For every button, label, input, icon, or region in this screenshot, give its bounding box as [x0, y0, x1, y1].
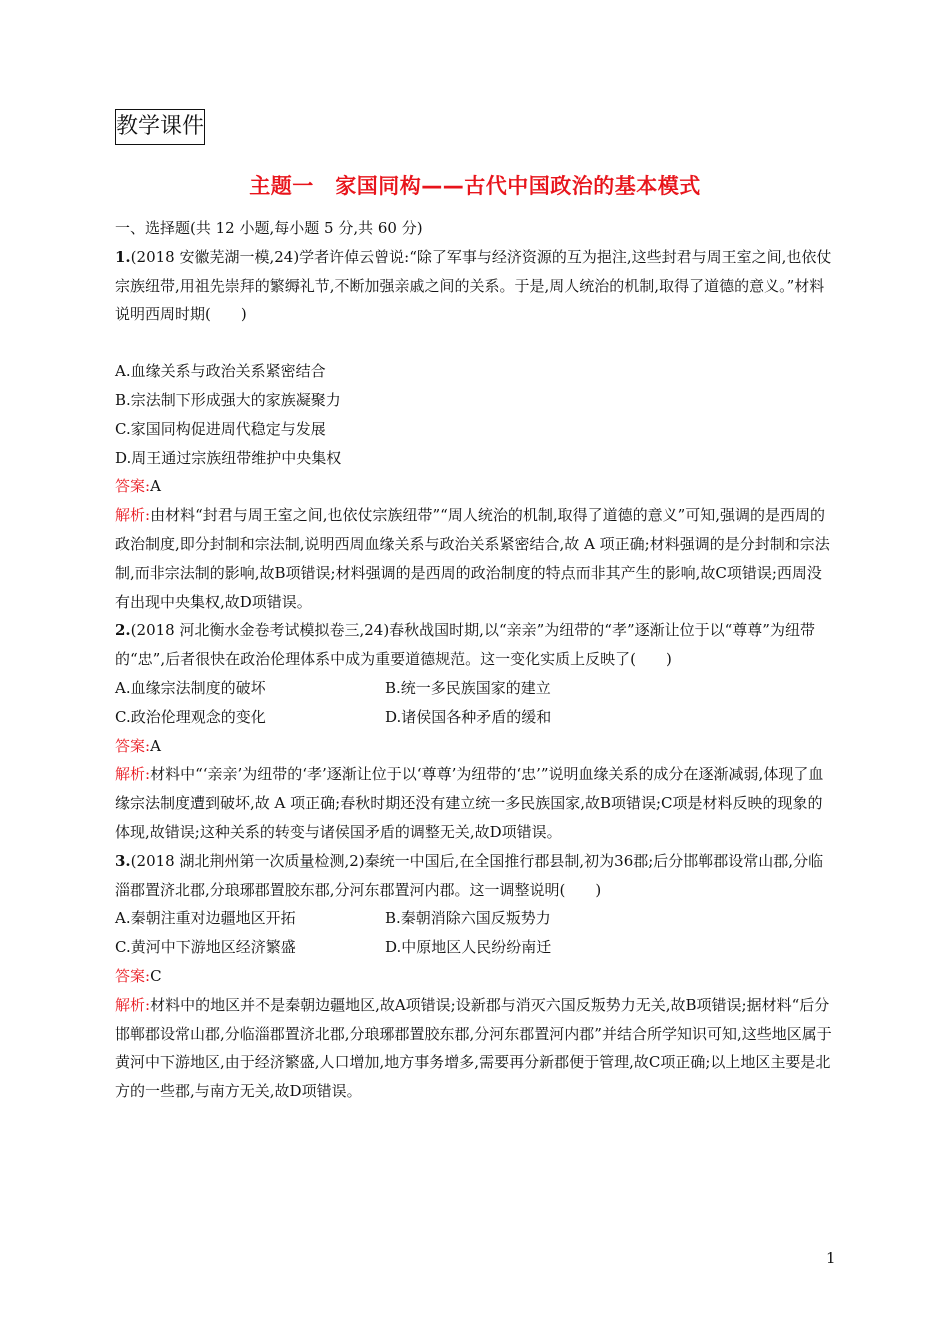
header-label-box: 教学课件	[115, 109, 205, 145]
question-3-option-d: D.中原地区人民纷纷南迁	[385, 938, 552, 957]
question-1-option-c: C.家国同构促进周代稳定与发展	[115, 419, 326, 438]
question-1-option-b: B.宗法制下形成强大的家族凝聚力	[115, 390, 341, 409]
question-2-option-d: D.诸侯国各种矛盾的缓和	[385, 707, 552, 726]
answer-label: 答案:	[115, 477, 151, 496]
analysis-label: 解析:	[115, 765, 151, 784]
analysis-text: 材料中“‘亲亲’为纽带的‘孝’逐渐让位于以‘尊尊’为纽带的‘忠’”说明血缘关系的成分在逐渐减弱,体现了血缘宗法制度遭到破坏,故 A 项正确;春秋时期还没有建立统一多民族国家,故B项错误;C项是材料反映的现象的体现,故错误;这种关系的转变与诸侯国矛盾的调整无关,故D项错误。	[115, 765, 824, 841]
answer-label: 答案:	[115, 736, 151, 755]
question-text: (2018 安徽芜湖一模,24)学者许倬云曾说:“除了军事与经济资源的互为挹注,这些封君与周王室之间,也依仗宗族纽带,用祖先崇拜的繁缛礼节,不断加强亲戚之间的关系。于是,周人统治的机制,取得了道德的意义。”材料说明西周时期( )	[115, 247, 832, 324]
answer-label: 答案:	[115, 966, 151, 985]
question-2-answer	[115, 732, 835, 761]
question-text: (2018 河北衡水金卷考试模拟卷三,24)春秋战国时期,以“亲亲”为纽带的“孝”逐渐让位于以“尊尊”为纽带的“忠”,后者很快在政治伦理体系中成为重要道德规范。这一变化实质上反映了( )	[115, 621, 815, 669]
question-3-options-row-1	[115, 904, 835, 933]
question-number: 2.	[115, 621, 131, 640]
question-1-option-a: A.血缘关系与政治关系紧密结合	[115, 362, 326, 381]
question-2-option-b: B.统一多民族国家的建立	[385, 678, 551, 697]
question-2-stem	[115, 616, 835, 674]
question-3-analysis	[115, 991, 835, 1106]
page-number: 1	[826, 1249, 836, 1267]
page-title: 主题一 家国同构——古代中国政治的基本模式	[249, 174, 701, 198]
spacer	[115, 329, 835, 357]
section-heading: 一、选择题(共 12 小题,每小题 5 分,共 60 分)	[115, 219, 423, 237]
question-1-answer	[115, 472, 835, 501]
question-1-stem	[115, 243, 835, 329]
question-2-options-row-1	[115, 674, 835, 703]
question-3-stem	[115, 847, 835, 905]
question-text: (2018 湖北荆州第一次质量检测,2)秦统一中国后,在全国推行郡县制,初为36郡;后分邯郸郡设常山郡,分临淄郡置济北郡,分琅琊郡置胶东郡,分河东郡置河内郡。这一调整说明( )	[115, 851, 824, 899]
question-2-options-row-2	[115, 703, 835, 732]
question-1-analysis	[115, 501, 835, 616]
analysis-label: 解析:	[115, 506, 151, 525]
question-3-option-a: A.秦朝注重对边疆地区开拓	[115, 909, 296, 928]
question-2-option-a: A.血缘宗法制度的破坏	[115, 678, 266, 697]
analysis-label: 解析:	[115, 995, 151, 1014]
question-number: 1.	[115, 247, 131, 266]
question-3-option-b: B.秦朝消除六国反叛势力	[385, 909, 551, 928]
question-number: 3.	[115, 851, 131, 870]
answer-value: A	[150, 477, 161, 496]
question-3-options-row-2	[115, 933, 835, 962]
question-2-analysis	[115, 760, 835, 846]
question-1-option-d: D.周王通过宗族纽带维护中央集权	[115, 448, 342, 467]
analysis-text: 由材料“封君与周王室之间,也依仗宗族纽带”“周人统治的机制,取得了道德的意义”可知,强调的是西周的政治制度,即分封制和宗法制,说明西周血缘关系与政治关系紧密结合,故 A 项正确;材料强调的是分封制和宗法制,而非宗法制的影响,故B项错误;材料强调的是西周的政治制度的特点而非其产生的影响,故C项错误;西周没有出现中央集权,故D项错误。	[115, 506, 830, 611]
question-3-option-c: C.黄河中下游地区经济繁盛	[115, 938, 296, 957]
analysis-text: 材料中的地区并不是秦朝边疆地区,故A项错误;设新郡与消灭六国反叛势力无关,故B项错误;据材料“后分邯郸郡设常山郡,分临淄郡置济北郡,分琅琊郡置胶东郡,分河东郡置河内郡”并结合所学知识可知,这些地区属于黄河中下游地区,由于经济繁盛,人口增加,地方事务增多,需要再分新郡便于管理,故C项正确;以上地区主要是北方的一些郡,与南方无关,故D项错误。	[115, 995, 832, 1101]
document-body	[115, 214, 835, 1106]
question-3-answer	[115, 962, 835, 991]
answer-value: A	[150, 736, 161, 755]
answer-value: C	[150, 966, 162, 985]
question-2-option-c: C.政治伦理观念的变化	[115, 707, 266, 726]
